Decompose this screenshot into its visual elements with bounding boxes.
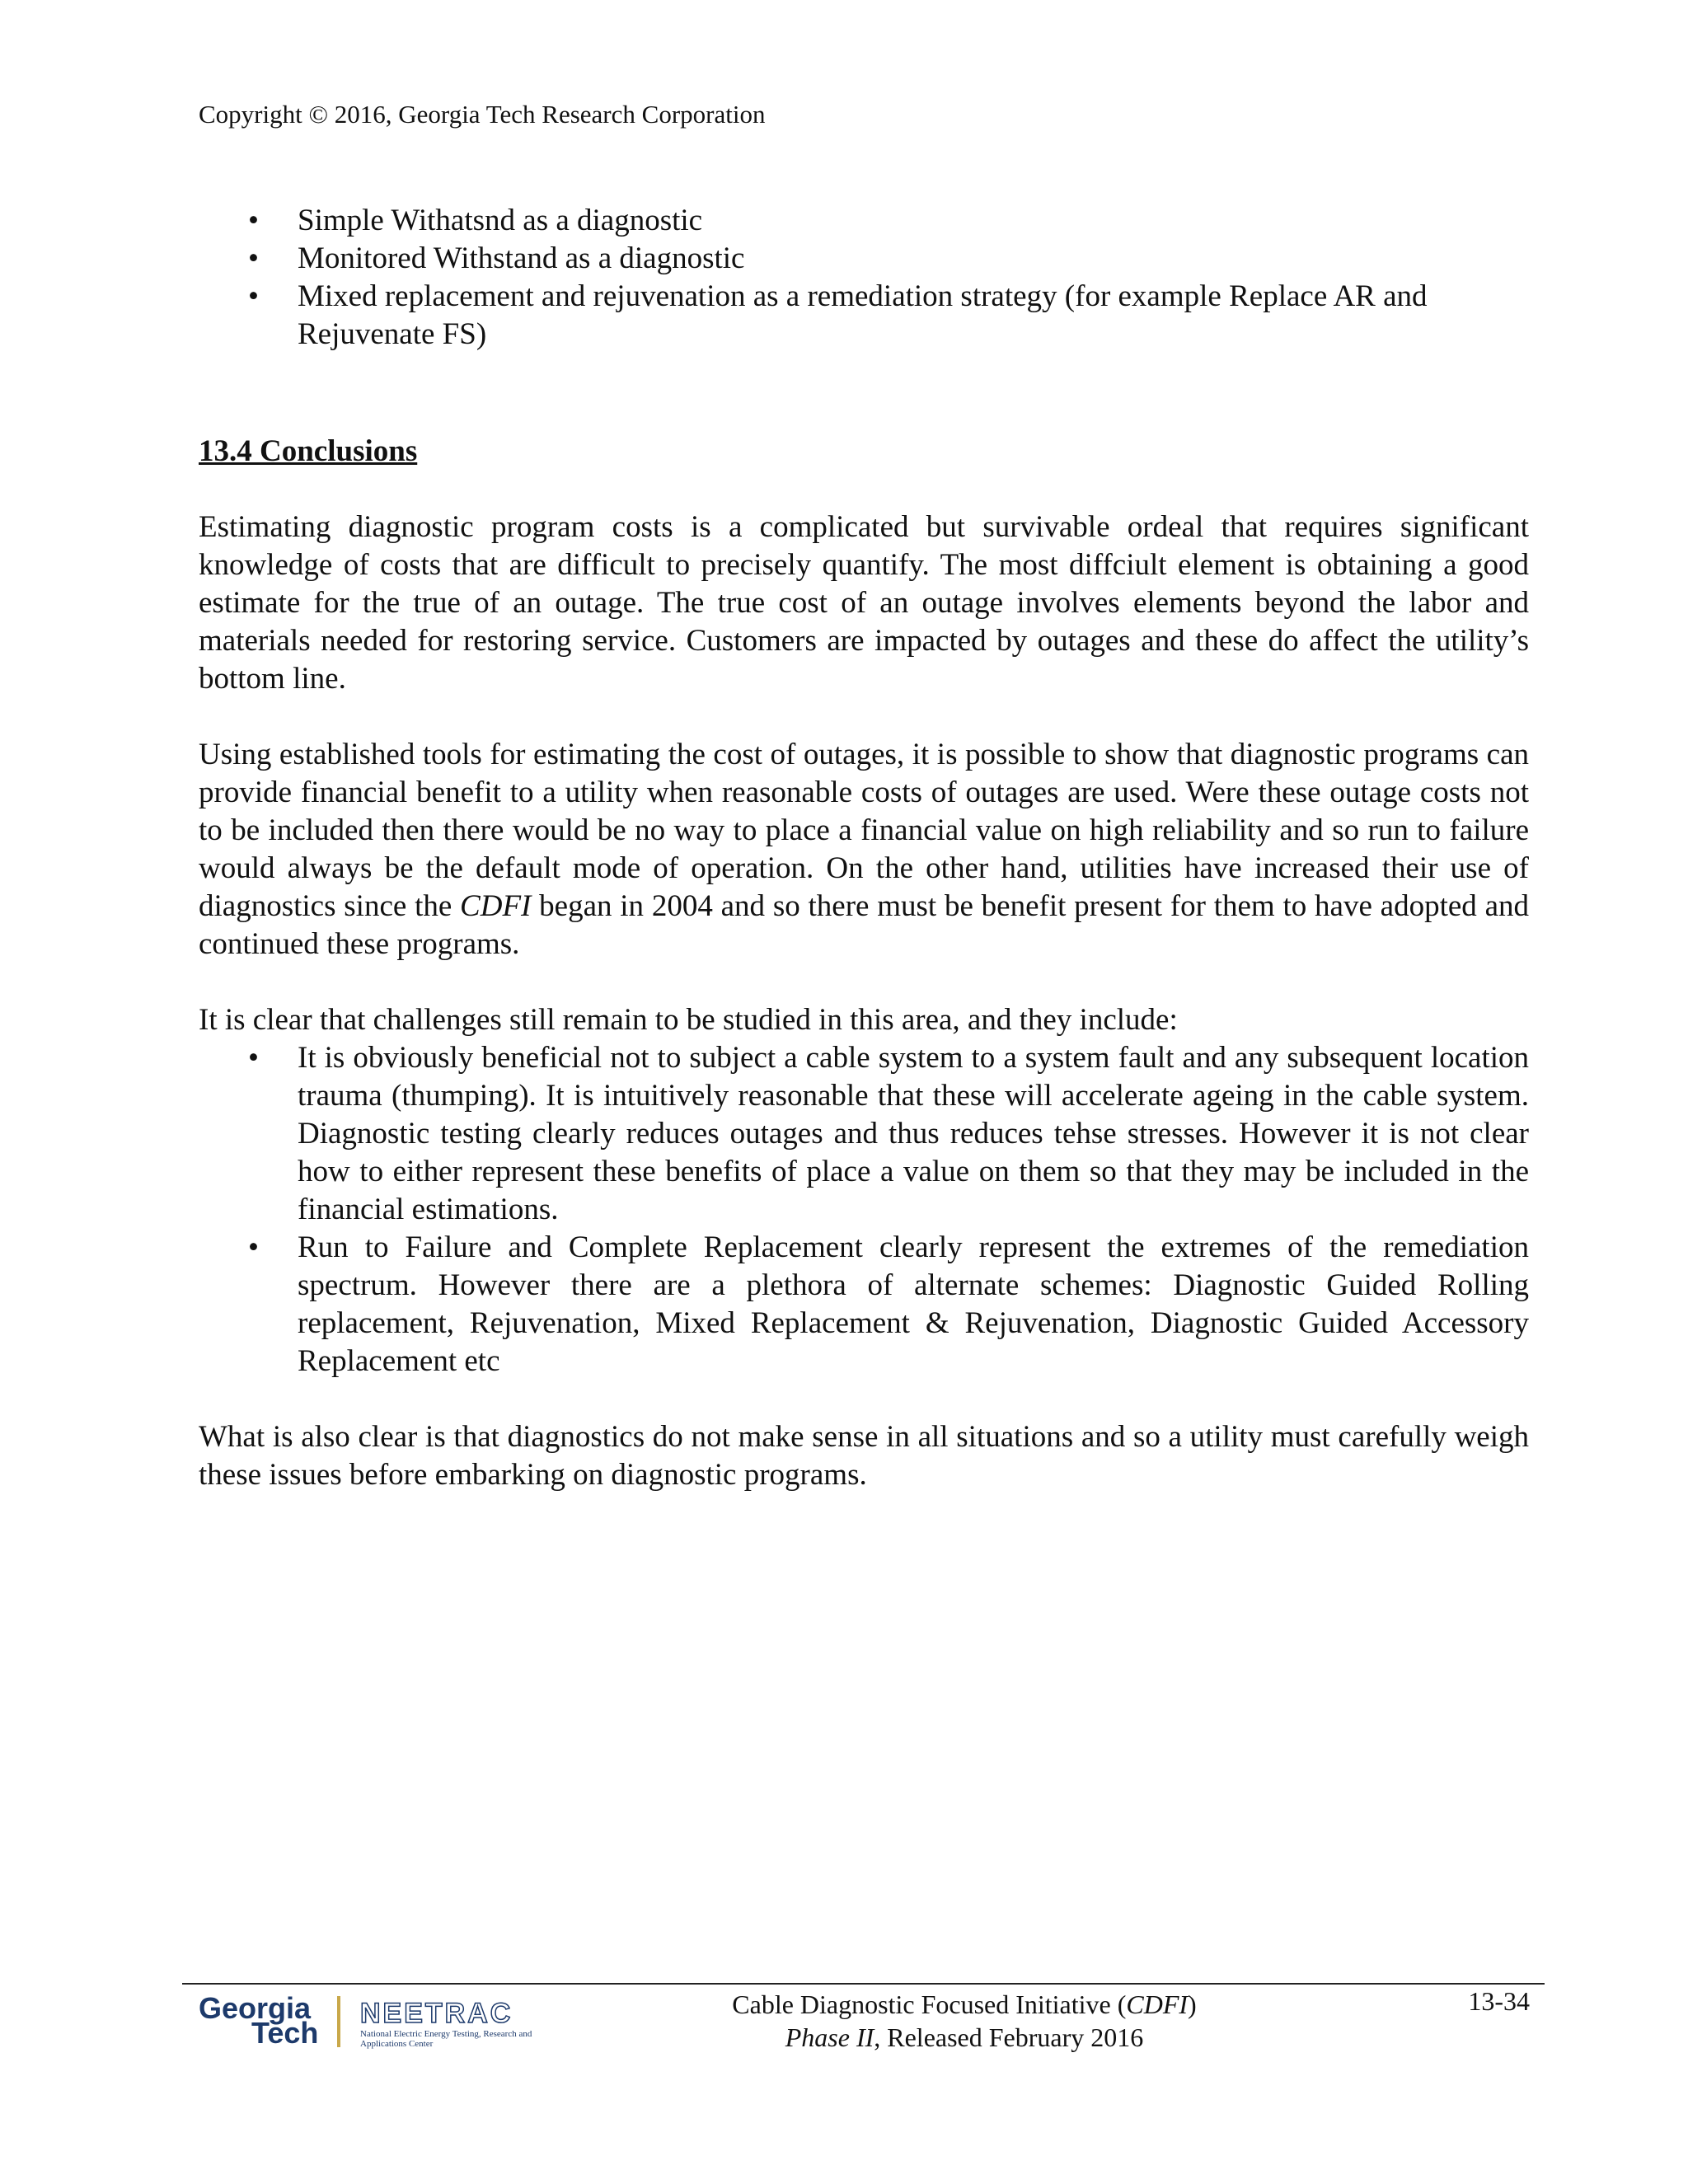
bullet-icon: •	[248, 204, 259, 237]
paragraph-4: What is also clear is that diagnostics do not make sense in all situations and so a utility must carefully weigh these issues before embarking on diagnostic programs.	[199, 1420, 1529, 1492]
footer-line-1-text: Cable Diagnostic Focused Initiative (	[732, 1990, 1127, 2019]
list-item	[199, 1039, 1529, 1229]
list-item-text: Mixed replacement and rejuvenation as a remediation strategy (for example Replace AR and Rejuvenate FS)	[298, 279, 1428, 351]
footer-line-2-text: , Released February 2016	[874, 2022, 1144, 2052]
footer-title	[577, 1988, 1352, 2054]
section-heading: 13.4 Conclusions	[199, 434, 418, 468]
list-item	[199, 278, 1529, 354]
footer-logo	[199, 1991, 545, 2052]
list-item-text: It is obviously beneficial not to subject a cable system to a system fault and any subsequent location trauma (thumping). It is intuitively reasonable that these will accelerate ageing in the cable system. Diagnostic testing clearly reduces outages and thus reduces tehse stresses. However it is not clear how to either represent these benefits of place a value on them so that they may be included in the financial estimations.	[298, 1041, 1529, 1226]
copyright-header: Copyright © 2016, Georgia Tech Research Corporation	[199, 100, 766, 129]
footer-line-1	[577, 1988, 1352, 2021]
footer-line-2-italic: Phase II	[785, 2022, 874, 2052]
paragraph-2-italic: CDFI	[460, 889, 532, 923]
paragraph-3: It is clear that challenges still remain to be studied in this area, and they include:	[199, 1003, 1178, 1037]
list-item-text: Monitored Withstand as a diagnostic	[298, 241, 745, 275]
paragraph-1: Estimating diagnostic program costs is a complicated but survivable ordeal that requires significant knowledge of costs that are difficult to precisely quantify. The most diffciult element is obtaining a good estimate for the true of an outage. The true cost of an outage involves elements beyond the labor and materials needed for restoring service. Customers are impacted by outages and these do affect the utility’s bottom line.	[199, 510, 1529, 696]
neetrac-logo: NEETRAC	[360, 1998, 513, 2029]
bullet-icon: •	[248, 241, 259, 275]
list-item	[199, 240, 1529, 278]
top-bullet-list	[199, 202, 1529, 354]
neetrac-subtitle: National Electric Energy Testing, Research and Applications Center	[360, 2029, 532, 2049]
footer-line-1-italic: CDFI	[1126, 1990, 1189, 2019]
bullet-icon: •	[248, 1230, 259, 1264]
paragraph-2-text-end: began in 2004 and so there must be benefit present for them to have adopted and continued these programs.	[199, 889, 1529, 961]
bullet-icon: •	[248, 279, 259, 313]
logo-divider-icon	[337, 1996, 340, 2047]
georgia-tech-logo-line2: Tech	[251, 2016, 319, 2050]
page-number: 13-34	[1468, 1986, 1530, 2016]
footer-divider	[182, 1983, 1545, 1985]
bullet-icon: •	[248, 1041, 259, 1075]
challenge-bullet-list	[199, 1039, 1529, 1380]
list-item	[199, 202, 1529, 240]
list-item-text: Simple Withatsnd as a diagnostic	[298, 204, 703, 237]
footer-line-1-end: )	[1188, 1990, 1197, 2019]
list-item	[199, 1229, 1529, 1380]
page-content	[199, 202, 1529, 1494]
list-item-text: Run to Failure and Complete Replacement clearly represent the extremes of the remediation spectrum. However there are a plethora of alternate schemes: Diagnostic Guided Rolling replacement, Rejuvenation, Mixed Replacement & Rejuvenation, Diagnostic Guided Accessory Replacement etc	[298, 1230, 1529, 1378]
footer-line-2	[577, 2021, 1352, 2054]
georgia-tech-logo-line1: Georgia	[199, 1991, 312, 2025]
paragraph-2	[199, 736, 1529, 963]
paragraph-2-text: Using established tools for estimating the cost of outages, it is possible to show that diagnostic programs can provide financial benefit to a utility when reasonable costs of outages are used. Were these outage costs not to be included then there would be no way to place a financial value on high reliability and so run to failure would always be the default mode of operation. On the other hand, utilities have increased their use of diagnostics since the	[199, 738, 1529, 923]
